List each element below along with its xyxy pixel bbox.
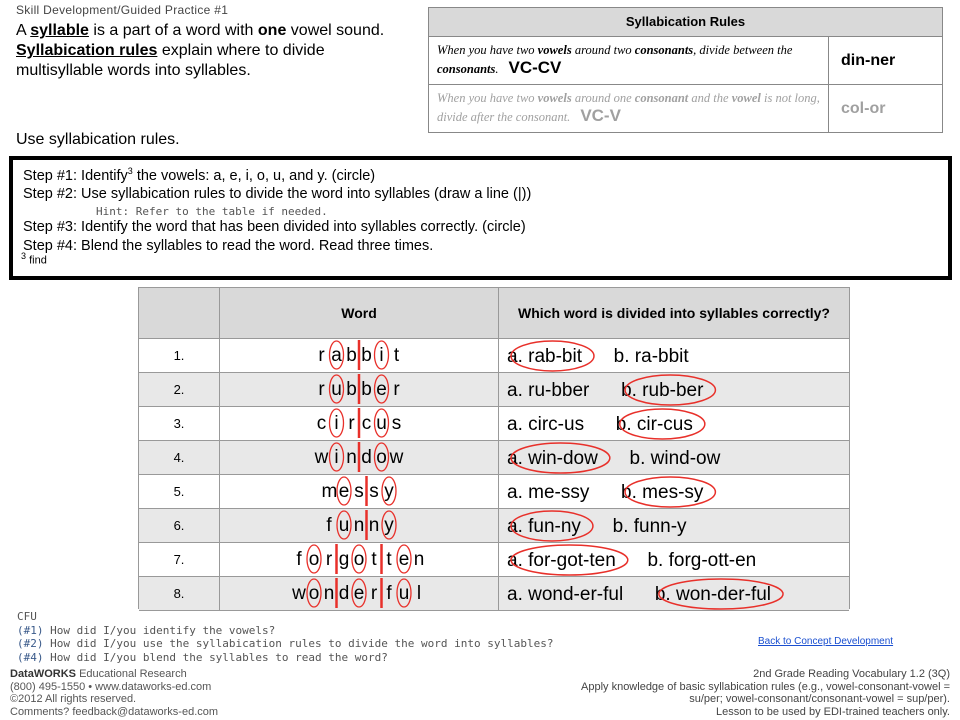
row-number: 7. bbox=[139, 543, 220, 576]
word-table bbox=[138, 287, 850, 609]
brand-phone: (800) 495-1550 • www.dataworks-ed.com bbox=[10, 680, 212, 693]
choice-a[interactable]: a. ru-bber bbox=[507, 380, 590, 401]
cfu-q1: (#1) How did I/you identify the vowels? bbox=[17, 623, 276, 637]
step-4: Step #4: Blend the syllables to read the word. Read three times. bbox=[23, 238, 434, 254]
choice-a[interactable]: a. fun-ny bbox=[507, 516, 581, 537]
definitions bbox=[16, 21, 416, 81]
brand-copyright: ©2012 All rights reserved. bbox=[10, 693, 137, 705]
lesson-subtitle: Skill Development/Guided Practice #1 bbox=[16, 3, 229, 17]
use-rules-instruction: Use syllabication rules. bbox=[16, 131, 180, 148]
table-row bbox=[139, 339, 849, 373]
letter: f bbox=[386, 582, 392, 604]
def1-one: one bbox=[257, 22, 287, 39]
table-row bbox=[139, 509, 849, 543]
letter: n bbox=[368, 514, 380, 536]
word-letters bbox=[220, 509, 499, 542]
word-letters bbox=[220, 339, 499, 372]
letter: e bbox=[398, 548, 410, 570]
table-row bbox=[139, 373, 849, 407]
letter: i bbox=[334, 412, 339, 434]
rules-table-title: Syllabication Rules bbox=[429, 8, 942, 37]
letter: o bbox=[308, 548, 320, 570]
table-row bbox=[139, 475, 849, 509]
letter: t bbox=[371, 548, 377, 570]
rule-example: din-ner bbox=[828, 37, 942, 84]
answer-choices bbox=[507, 475, 703, 508]
choice-b[interactable]: b. wind-ow bbox=[629, 448, 721, 469]
letter: u bbox=[331, 378, 342, 400]
letter: u bbox=[398, 582, 410, 604]
word-letters bbox=[220, 543, 499, 576]
letter: r bbox=[393, 378, 400, 400]
syllabication-rules-table bbox=[428, 7, 943, 133]
letter: l bbox=[416, 582, 422, 604]
row-number: 3. bbox=[139, 407, 220, 440]
answer-choices bbox=[507, 373, 703, 406]
choice-a[interactable]: a. circ-us bbox=[507, 414, 585, 435]
letter: c bbox=[316, 412, 327, 434]
cfu-q2: (#2) How did I/you use the syllabication rules to divide the word into syllables? bbox=[17, 637, 554, 650]
step-2: Step #2: Use syllabication rules to divide the word into syllables (draw a line (|)) bbox=[23, 186, 532, 202]
cfu-title: CFU bbox=[17, 610, 37, 623]
letter: u bbox=[376, 412, 387, 434]
grade-label: 2nd Grade Reading Vocabulary 1.2 (3Q) bbox=[753, 668, 950, 680]
letter: b bbox=[346, 378, 357, 400]
back-to-concept-link[interactable]: Back to Concept Development bbox=[758, 636, 894, 647]
brand-info: DataWORKS Educational Research (800) 495-1550 • www.dataworks-ed.com ©2012 All rights reserved. Comments? feedback@dataworks-ed.com bbox=[10, 668, 219, 718]
letter: o bbox=[353, 548, 365, 570]
row-number: 2. bbox=[139, 373, 220, 406]
word-letters bbox=[220, 475, 499, 508]
brand-comments: Comments? feedback@dataworks-ed.com bbox=[10, 705, 219, 718]
answer-choices bbox=[507, 577, 771, 610]
letter: n bbox=[413, 548, 425, 570]
letter: o bbox=[376, 446, 387, 468]
letter: e bbox=[353, 582, 365, 604]
def1-post: vowel sound. bbox=[286, 22, 385, 39]
letter: w bbox=[314, 446, 329, 468]
word-letters bbox=[220, 373, 499, 406]
letter: b bbox=[346, 344, 357, 366]
rule-example: col-or bbox=[828, 85, 942, 132]
choice-b[interactable]: b. won-der-ful bbox=[654, 584, 772, 605]
table-row bbox=[139, 577, 849, 611]
choice-b[interactable]: b. rub-ber bbox=[621, 380, 704, 401]
letter: s bbox=[391, 412, 402, 434]
num-header bbox=[139, 288, 220, 338]
rule-row-vcv bbox=[429, 85, 942, 132]
rule-pattern: VC-V bbox=[580, 106, 621, 125]
letter: d bbox=[361, 446, 372, 468]
def2-post: explain where to divide multisyllable words into syllables. bbox=[16, 42, 325, 79]
def1-pre: A bbox=[16, 22, 31, 39]
letter: r bbox=[370, 582, 378, 604]
question-header: Which word is divided into syllables correctly? bbox=[518, 305, 830, 321]
letter: c bbox=[361, 412, 372, 434]
brand-name: DataWORKS bbox=[10, 668, 77, 680]
choice-b[interactable]: b. cir-cus bbox=[615, 414, 693, 435]
rule-description: When you have two vowels around one consonant and the vowel is not long, divide after the consonant. VC-V bbox=[437, 91, 820, 125]
row-number: 6. bbox=[139, 509, 220, 542]
letter: t bbox=[386, 548, 392, 570]
letter: m bbox=[321, 480, 338, 502]
row-number: 5. bbox=[139, 475, 220, 508]
letter: s bbox=[369, 480, 379, 502]
choice-b[interactable]: b. ra-bbit bbox=[613, 346, 689, 367]
word-letters bbox=[220, 577, 499, 610]
def1-term: syllable bbox=[30, 22, 89, 39]
row-number: 1. bbox=[139, 339, 220, 372]
def1-mid: is a part of a word with bbox=[88, 22, 258, 39]
letter: n bbox=[353, 514, 365, 536]
letter: u bbox=[338, 514, 350, 536]
choice-b[interactable]: b. forg-ott-en bbox=[647, 550, 757, 571]
steps-box bbox=[9, 156, 952, 280]
choice-a[interactable]: a. for-got-ten bbox=[507, 550, 616, 571]
word-table-header bbox=[139, 288, 849, 339]
word-header: Word bbox=[220, 288, 499, 338]
letter: y bbox=[384, 480, 394, 502]
letter: o bbox=[308, 582, 320, 604]
step-hint: Hint: Refer to the table if needed. bbox=[96, 205, 328, 218]
def2-term: Syllabication rules bbox=[16, 42, 158, 59]
rule-pattern: VC-CV bbox=[508, 58, 562, 77]
letter: n bbox=[346, 446, 357, 468]
letter: e bbox=[376, 378, 387, 400]
word-letters bbox=[220, 407, 499, 440]
letter: e bbox=[338, 480, 350, 502]
letter: s bbox=[354, 480, 364, 502]
table-row bbox=[139, 543, 849, 577]
letter: y bbox=[384, 514, 394, 536]
letter: f bbox=[296, 548, 302, 570]
info-line-2: su/per; vowel-consonant/consonant-vowel = sup/per). bbox=[689, 693, 950, 705]
letter: b bbox=[361, 378, 372, 400]
rule-description: When you have two vowels around two consonants, divide between the consonants. VC-CV bbox=[437, 43, 793, 77]
cfu-q4: (#4) How did I/you blend the syllables to read the word? bbox=[17, 650, 388, 664]
letter: f bbox=[326, 514, 332, 536]
letter: w bbox=[292, 582, 306, 604]
step-1: Step #1: Identify$^3$ the vowels: a, e, i, o, u, and y. (circle) bbox=[23, 166, 376, 184]
choice-a[interactable]: a. wond-er-ful bbox=[507, 584, 624, 605]
word-letters bbox=[220, 441, 499, 474]
letter: r bbox=[325, 548, 333, 570]
letter: i bbox=[334, 446, 339, 468]
row-number: 4. bbox=[139, 441, 220, 474]
info-line-1: Apply knowledge of basic syllabication rules (e.g., vowel-consonant-vowel = bbox=[581, 680, 950, 693]
letter: r bbox=[318, 344, 325, 366]
table-row bbox=[139, 407, 849, 441]
choice-b[interactable]: b. mes-sy bbox=[621, 482, 704, 503]
choice-a[interactable]: a. me-ssy bbox=[507, 482, 590, 503]
answer-choices bbox=[507, 543, 756, 576]
letter: i bbox=[379, 344, 384, 366]
row-number: 8. bbox=[139, 577, 220, 610]
letter: d bbox=[338, 582, 350, 604]
letter: a bbox=[331, 344, 342, 366]
info-line-3: Lesson to be used by EDI-trained teachers only. bbox=[716, 705, 950, 718]
answer-choices bbox=[507, 407, 693, 440]
choice-b[interactable]: b. funn-y bbox=[612, 516, 687, 537]
choice-a[interactable]: a. win-dow bbox=[507, 448, 598, 469]
cfu-questions bbox=[17, 610, 553, 664]
table-row bbox=[139, 441, 849, 475]
letter: t bbox=[393, 344, 400, 366]
answer-choices bbox=[507, 509, 687, 542]
letter: w bbox=[389, 446, 404, 468]
answer-choices bbox=[507, 339, 689, 372]
letter: g bbox=[338, 548, 350, 570]
choice-a[interactable]: a. rab-bit bbox=[507, 346, 582, 367]
letter: b bbox=[361, 344, 372, 366]
letter: n bbox=[323, 582, 335, 604]
footnote: $^3$ find bbox=[21, 251, 47, 267]
letter: r bbox=[348, 412, 355, 434]
step-3: Step #3: Identify the word that has been divided into syllables correctly. (circle) bbox=[23, 219, 526, 235]
lesson-info bbox=[540, 668, 950, 718]
letter: r bbox=[318, 378, 325, 400]
rule-row-vccv bbox=[429, 37, 942, 85]
answer-choices bbox=[507, 441, 720, 474]
